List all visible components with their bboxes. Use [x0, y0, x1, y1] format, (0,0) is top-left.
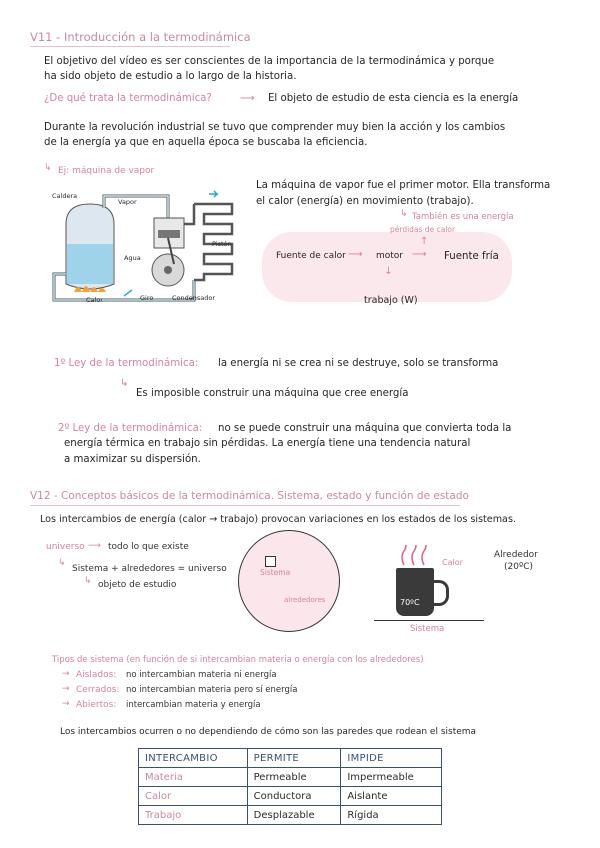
label-caldera: Caldera — [52, 192, 78, 200]
revolution-line-2: de la energía ya que en aquella época se buscaba la eficiencia. — [44, 137, 368, 148]
table-cell: Impermeable — [341, 768, 442, 787]
table-header-cell: PERMITE — [247, 749, 341, 768]
table-cell: Materia — [139, 768, 248, 787]
universe-arrow-icon: ⟶ — [88, 541, 101, 551]
energy-note: También es una energía — [412, 212, 514, 222]
table-header-row — [139, 749, 442, 768]
revolution-line-1: Durante la revolución industrial se tuvo que comprender muy bien la acción y los cambios — [44, 122, 506, 133]
system-square — [265, 556, 276, 567]
object-label: objeto de estudio — [98, 580, 177, 590]
table-header-cell: INTERCAMBIO — [139, 749, 248, 768]
first-law-text: la energía ni se crea ni se destruye, solo se transforma — [218, 358, 499, 369]
table-row — [139, 768, 442, 787]
first-law-title: 1º Ley de la termodinámica: — [54, 358, 199, 369]
isolated-value: no intercambian materia ni energía — [126, 670, 277, 680]
closed-value: no intercambian materia pero sí energía — [126, 685, 298, 695]
system-underline — [374, 620, 484, 621]
closed-key: Cerrados: — [76, 685, 120, 695]
table-cell: Calor — [139, 787, 248, 806]
label-piston: Pistón — [212, 240, 232, 248]
table-header-cell: IMPIDE — [341, 749, 442, 768]
system-arrow-icon: ↳ — [58, 558, 66, 568]
title-underline-2 — [30, 505, 460, 506]
open-key: Abiertos: — [76, 700, 117, 710]
arrow-right-icon: ⟶ — [240, 93, 255, 104]
losses-arrow-icon: ↑ — [420, 236, 429, 247]
cup-handle — [432, 580, 449, 606]
system-types-title: Tipos de sistema (en función de si intercambian materia o energía con los alrededores) — [52, 655, 424, 665]
question-text: ¿De qué trata la termodinámica? — [44, 93, 212, 104]
cold-source: Fuente fría — [444, 251, 499, 262]
isolated-key: Aislados: — [76, 670, 117, 680]
isolated-arrow-icon: → — [62, 669, 70, 679]
curved-arrow-icon: ↳ — [44, 163, 52, 173]
arrow-down-icon: ↓ — [384, 266, 393, 277]
exchanges-text: Los intercambios de energía (calor → trabajo) provocan variaciones en los estados de los sistemas. — [40, 514, 516, 525]
hot-source: Fuente de calor — [276, 251, 346, 261]
losses-label: pérdidas de calor — [390, 225, 456, 234]
table-cell: Permeable — [247, 768, 341, 787]
table-row — [139, 806, 442, 825]
walls-note: Los intercambios ocurren o no dependiendo de cómo son las paredes que rodean el sistema — [60, 727, 477, 737]
universe-definition: todo lo que existe — [108, 542, 189, 552]
table-cell: Conductora — [247, 787, 341, 806]
second-law-line-2: energía térmica en trabajo sin pérdidas. La energía tiene una tendencia natural — [64, 438, 471, 449]
steam-engine-diagram — [44, 184, 240, 304]
example-label: Ej: máquina de vapor — [58, 166, 155, 176]
first-law-arrow-icon: ↳ — [120, 378, 129, 389]
object-arrow-icon: ↳ — [84, 576, 92, 586]
cup-system-label: Sistema — [410, 624, 445, 634]
closed-arrow-icon: → — [62, 684, 70, 694]
arrow-to-cold-icon: ⟶ — [412, 249, 427, 260]
coffee-cup — [396, 568, 434, 616]
cup-heat-label: Calor — [442, 558, 463, 567]
walls-table — [138, 748, 442, 825]
table-cell: Aislante — [341, 787, 442, 806]
universe-word: universo — [46, 542, 85, 552]
intro-line-2: ha sido objeto de estudio a lo largo de la historia. — [44, 71, 297, 82]
table-row — [139, 787, 442, 806]
circle-system-label: Sistema — [260, 568, 291, 577]
cup-temperature: 70ºC — [400, 598, 420, 607]
table-cell: Rígida — [341, 806, 442, 825]
answer-text: El objeto de estudio de esta ciencia es la energía — [268, 93, 519, 104]
universe-circle — [238, 530, 340, 632]
section-title-v12: V12 - Conceptos básicos de la termodinámica. Sistema, estado y función de estado — [30, 490, 469, 502]
title-underline — [30, 46, 230, 47]
surroundings-label: Alrededor — [494, 550, 538, 560]
label-condensador: Condensador — [172, 294, 216, 302]
intro-line-1: El objetivo del vídeo es ser conscientes de la importancia de la termodinámica y porque — [44, 56, 495, 67]
system-definition: Sistema + alrededores = universo — [72, 564, 227, 574]
arrow-to-motor-icon: ⟶ — [348, 249, 363, 260]
open-value: intercambian materia y energía — [126, 700, 261, 710]
open-arrow-icon: → — [62, 699, 70, 709]
surroundings-temperature: (20ºC) — [504, 562, 533, 572]
label-vapor: Vapor — [118, 198, 137, 206]
second-law-title: 2º Ley de la termodinámica: — [58, 423, 203, 434]
label-calor: Calor — [86, 296, 103, 304]
table-cell: Trabajo — [139, 806, 248, 825]
first-law-sub: Es imposible construir una máquina que cree energía — [136, 388, 409, 399]
engine-line-2: el calor (energía) en movimiento (trabajo). — [256, 196, 474, 207]
note-arrow-icon: ↳ — [400, 209, 408, 219]
label-agua: Agua — [124, 254, 141, 262]
second-law-line-1: no se puede construir una máquina que convierta toda la — [218, 423, 512, 434]
steam-engine-illustration — [44, 184, 240, 304]
work-label: trabajo (W) — [364, 295, 418, 306]
table-cell: Desplazable — [247, 806, 341, 825]
second-law-line-3: a maximizar su dispersión. — [64, 454, 201, 465]
engine-line-1: La máquina de vapor fue el primer motor. Ella transforma — [256, 180, 551, 191]
motor-label: motor — [376, 251, 404, 261]
label-giro: Giro — [140, 294, 154, 302]
section-title-v11: V11 - Introducción a la termodinámica — [30, 30, 251, 44]
circle-surroundings-label: alrededores — [284, 596, 326, 604]
